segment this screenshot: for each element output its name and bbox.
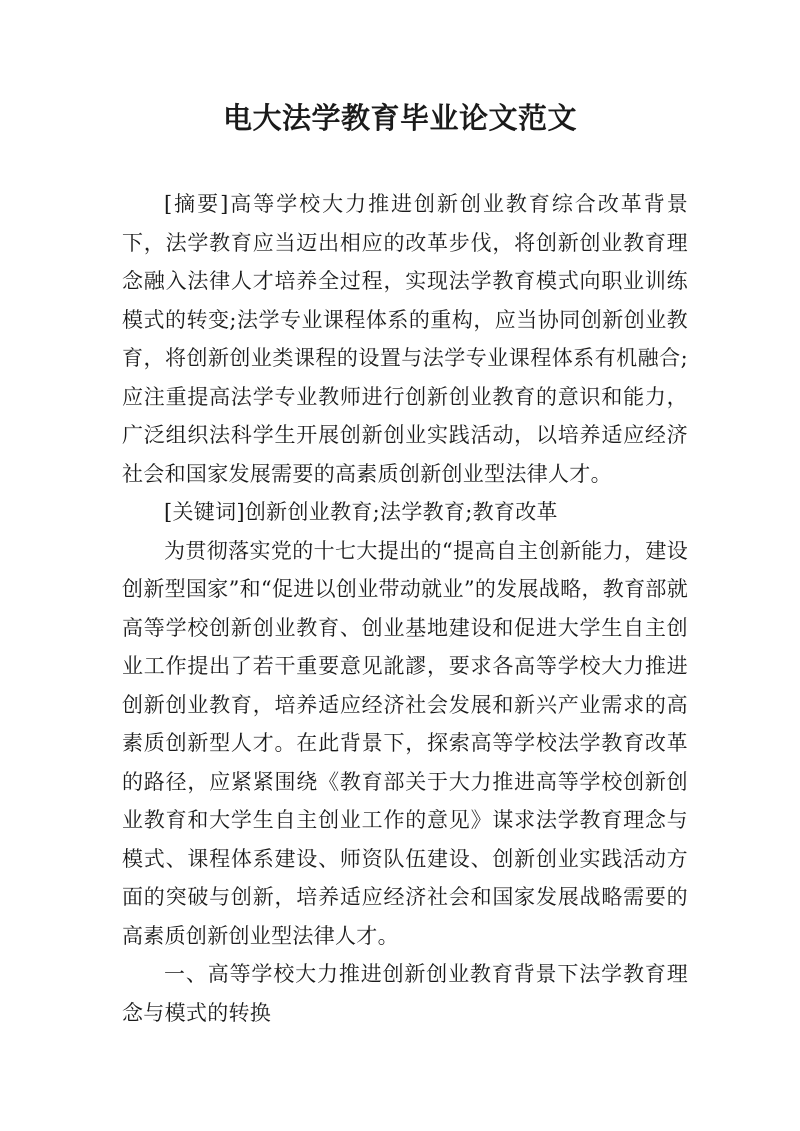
document-title: 电大法学教育毕业论文范文: [222, 101, 577, 135]
section-heading-1: 一、高等学校大力推进创新创业教育背景下法学教育理念与模式的转换: [122, 962, 688, 1025]
intro-paragraph: 为贯彻落实党的十七大提出的“提高自主创新能力，建设创新型国家”和“促进以创业带动就业”的发展战略，教育部就高等学校创新创业教育、创业基地建设和促进大学生自主创业工作提出了若干重要意见訛謬，要求各高等学校大力推进创新创业教育，培养适应经济社会发展和新兴产业需求的高素质创新型人才。在此背景下，探索高等学校法学教育改革的路径，应紧紧围绕《教育部关于大力推进高等学校创新创业教育和大学生自主创业工作的意见》谋求法学教育理念与模式、课程体系建设、师资队伍建设、创新创业实践活动方面的突破与创新，培养适应经济社会和国家发展战略需要的高素质创新创业型法律人才。: [122, 538, 688, 948]
abstract-paragraph: [摘要]高等学校大力推进创新创业教育综合改革背景下，法学教育应当迈出相应的改革步伐，将创新创业教育理念融入法律人才培养全过程，实现法学教育模式向职业训练模式的转变;法学专业课程体系的重构，应当协同创新创业教育，将创新创业类课程的设置与法学专业课程体系有机融合;应注重提高法学专业教师进行创新创业教育的意识和能力，广泛组织法科学生开展创新创业实践活动，以培养适应经济社会和国家发展需要的高素质创新创业型法律人才。: [122, 192, 688, 486]
keywords-paragraph: [关键词]创新创业教育;法学教育;教育改革: [164, 500, 558, 524]
document-body: [122, 185, 688, 1032]
